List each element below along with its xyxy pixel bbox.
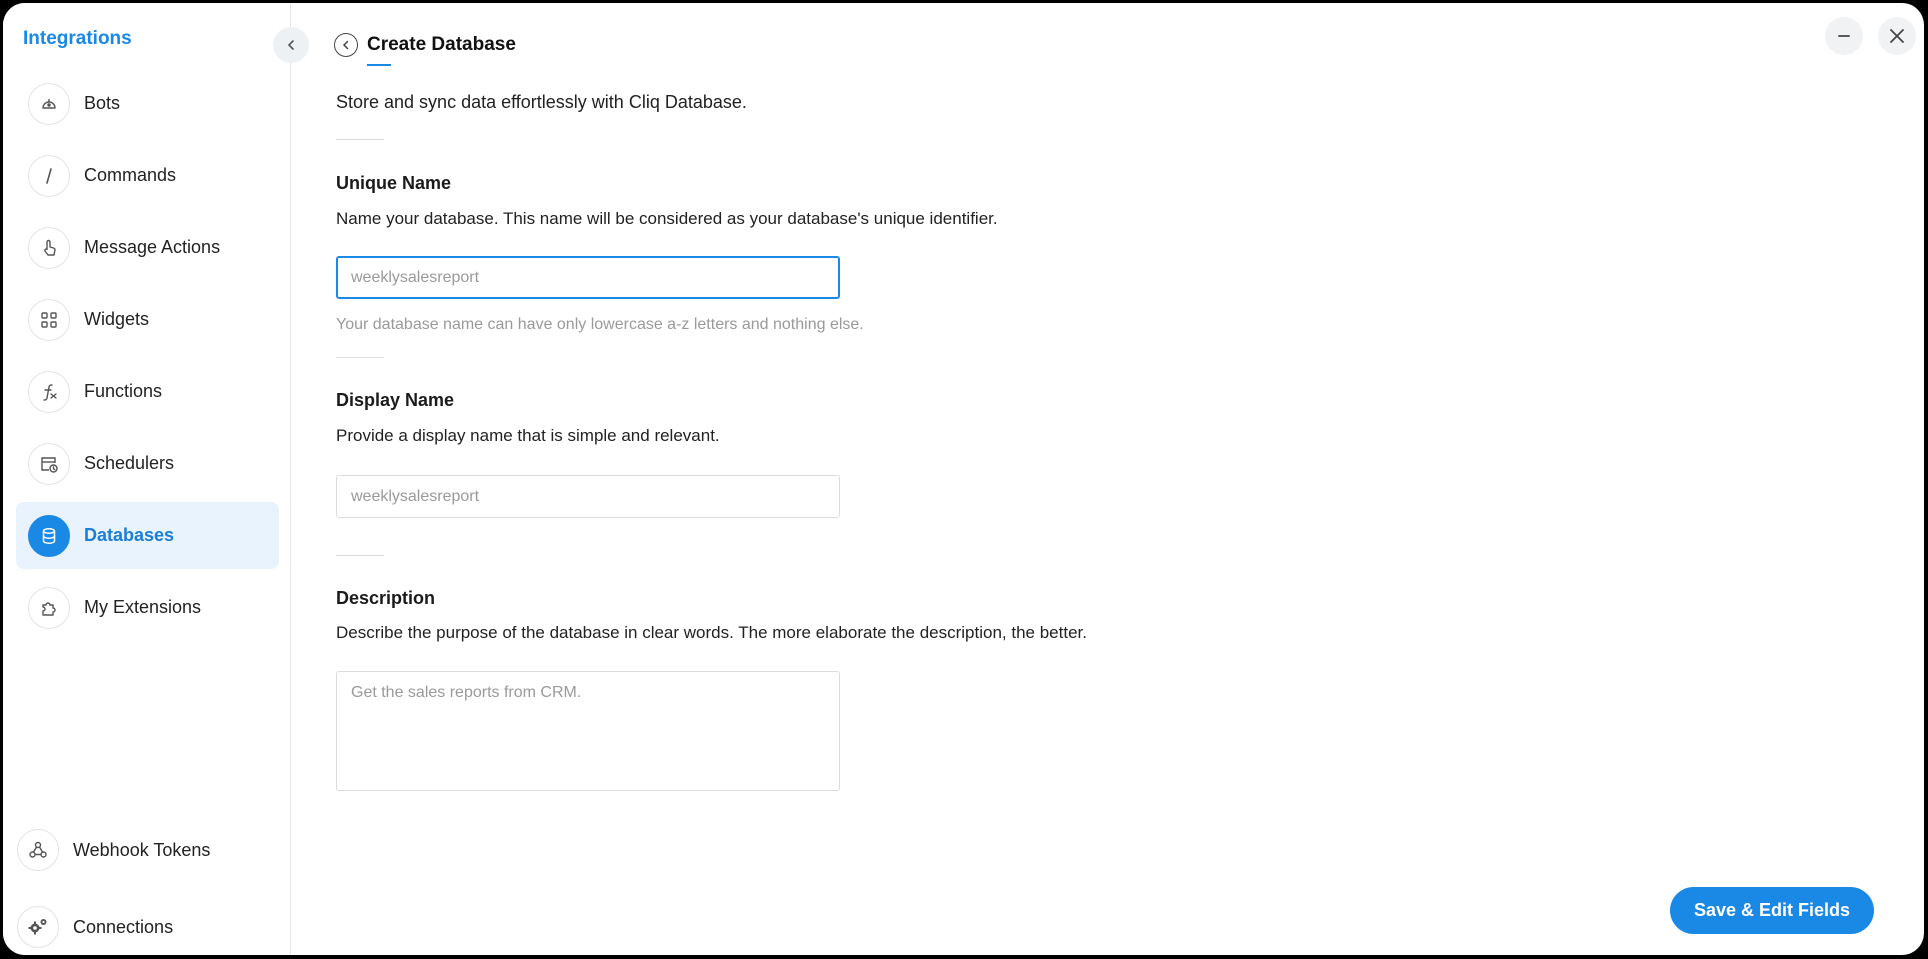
back-button[interactable] (334, 33, 358, 57)
sidebar-item-label: Webhook Tokens (73, 839, 211, 860)
main-content (292, 3, 1924, 955)
sidebar-item-label: My Extensions (84, 597, 202, 617)
close-button[interactable] (1878, 17, 1916, 55)
puzzle-icon (28, 587, 70, 629)
description-textarea[interactable] (336, 671, 840, 791)
webhook-icon (17, 829, 59, 871)
sidebar-item-functions[interactable] (16, 358, 279, 425)
sidebar (3, 3, 291, 955)
calendar-clock-icon (28, 443, 70, 485)
hand-pointer-icon (28, 227, 70, 269)
sidebar-item-widgets[interactable] (16, 286, 279, 353)
sidebar-item-label: Connections (73, 916, 174, 937)
description-description: Describe the purpose of the database in clear words. The more elaborate the description, the better. (336, 623, 1087, 642)
sidebar-title: Integrations (23, 28, 132, 49)
sidebar-item-label: Widgets (84, 309, 150, 329)
title-underline (367, 64, 391, 66)
sidebar-bottom-nav (16, 815, 279, 955)
sidebar-item-schedulers[interactable] (16, 430, 279, 497)
unique-name-title: Unique Name (336, 173, 452, 193)
unique-name-hint: Your database name can have only lowercase a-z letters and nothing else. (336, 316, 864, 333)
minimize-button[interactable] (1825, 17, 1863, 55)
sidebar-item-bots[interactable] (16, 70, 279, 137)
sidebar-item-label: Bots (84, 93, 121, 113)
sidebar-item-message-actions[interactable] (16, 214, 279, 281)
gears-icon (17, 906, 59, 948)
close-icon (1889, 28, 1905, 44)
sidebar-item-webhook-tokens[interactable] (16, 815, 279, 885)
unique-name-description: Name your database. This name will be considered as your database's unique identifier. (336, 209, 998, 228)
sidebar-nav (16, 70, 279, 646)
display-name-title: Display Name (336, 390, 455, 410)
intro-text: Store and sync data effortlessly with Cliq Database. (336, 92, 747, 112)
slash-icon (28, 155, 70, 197)
chevron-left-icon (285, 39, 297, 51)
database-icon (28, 515, 70, 557)
minimize-icon (1837, 29, 1851, 43)
sidebar-item-label: Commands (84, 165, 177, 185)
sidebar-item-label: Message Actions (84, 237, 221, 257)
sidebar-item-connections[interactable] (16, 892, 279, 955)
grid-icon (28, 299, 70, 341)
app-window (3, 3, 1924, 955)
sidebar-item-commands[interactable] (16, 142, 279, 209)
save-edit-fields-button[interactable]: Save & Edit Fields (1670, 887, 1874, 934)
sidebar-item-label: Functions (84, 381, 163, 401)
function-icon (28, 371, 70, 413)
description-title: Description (336, 588, 436, 608)
chevron-left-icon (341, 40, 351, 50)
sidebar-item-my-extensions[interactable] (16, 574, 279, 641)
unique-name-input[interactable] (336, 256, 840, 299)
divider (336, 555, 384, 556)
display-name-description: Provide a display name that is simple and relevant. (336, 426, 720, 445)
divider (336, 139, 384, 140)
page-title: Create Database (367, 34, 516, 55)
collapse-sidebar-button[interactable] (273, 27, 309, 63)
sidebar-item-label: Schedulers (84, 453, 175, 473)
sidebar-item-label: Databases (84, 525, 175, 545)
divider (336, 357, 384, 358)
bot-icon (28, 83, 70, 125)
display-name-input[interactable] (336, 475, 840, 518)
sidebar-item-databases[interactable] (16, 502, 279, 569)
